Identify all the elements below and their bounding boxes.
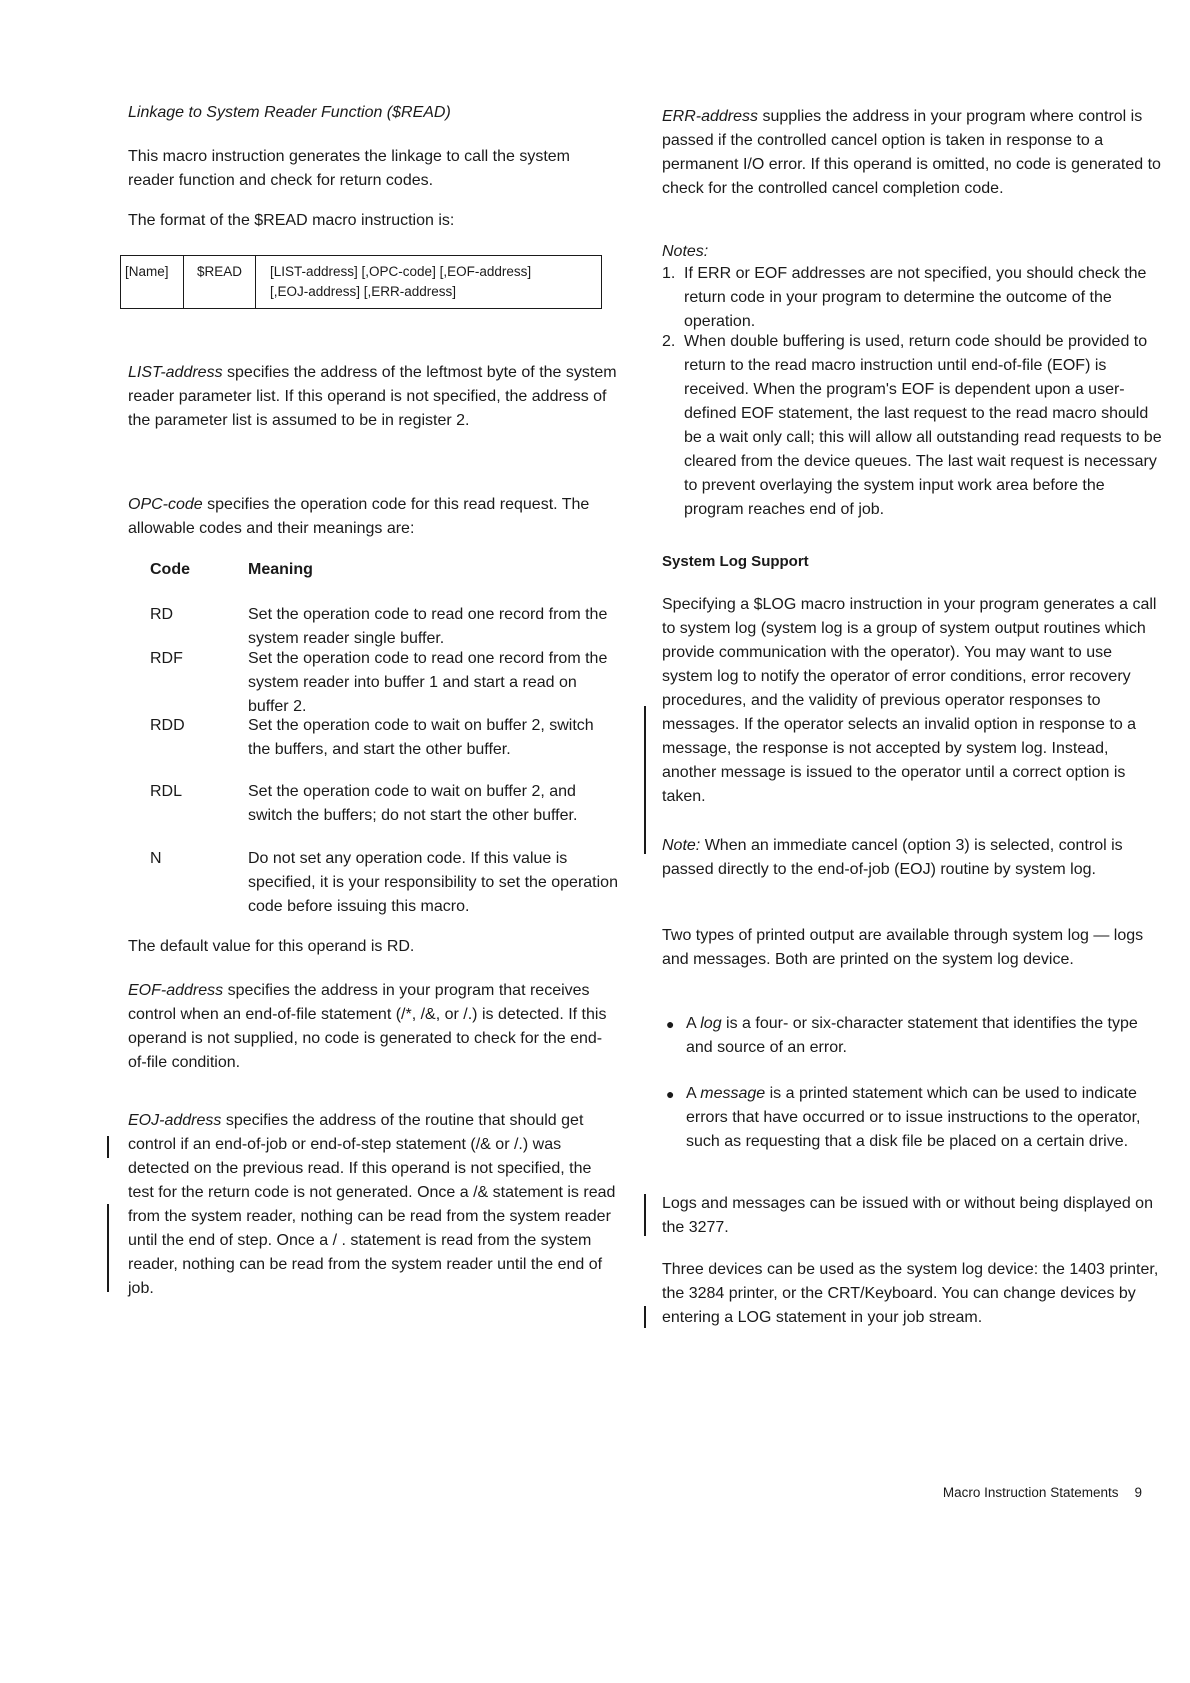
eoj-address-paragraph (128, 1109, 618, 1301)
err-address-term: ERR-address (662, 108, 759, 125)
err-address-paragraph (662, 105, 1162, 201)
default-value-line: The default value for this operand is RD. (128, 938, 415, 955)
note-text: When double buffering is used, return code should be provided to return to the read macro instruction until end-of-file (EOF) is received. When the program's EOF is dependent upon a user-defined EOF statement, the last request to the read macro should be a wait only call; this will allow all outstanding read requests to be cleared from the device queues. The last wait request is necessary to prevent overlaying the system input work area before the program reaches end of job. (684, 333, 1162, 518)
revision-bar (644, 1194, 646, 1236)
bullet-icon: ● (666, 1016, 675, 1032)
section-heading: Linkage to System Reader Function ($READ) (128, 104, 451, 121)
syntax-name-cell: [Name] (121, 256, 184, 308)
err-address-text: supplies the address in your program where control is passed if the controlled cancel option is taken in response to a permanent I/O error. If this operand is omitted, no code is generated to check for the controlled cancel completion code. (662, 108, 1161, 197)
code-meaning: Set the operation code to wait on buffer 2, and switch the buffers; do not start the other buffer. (248, 783, 578, 824)
notes-heading: Notes: (662, 243, 709, 260)
eof-address-text: specifies the address in your program that receives control when an end-of-file statement (/*, /&, or /.) is detected. If this operand is not supplied, no code is generated to check for the end-of-file condition. (128, 982, 607, 1071)
syntax-operands-line1: [LIST-address] [,OPC-code] [,EOF-address] (270, 264, 532, 279)
revision-bar (107, 1136, 109, 1158)
code-meaning: Set the operation code to wait on buffer 2, switch the buffers, and start the other buffer. (248, 717, 594, 758)
revision-bar (107, 1204, 109, 1292)
code-value: RDD (150, 717, 185, 734)
note-number: 1. (662, 265, 676, 282)
note-label: Note: (662, 837, 701, 854)
intro-paragraph: This macro instruction generates the linkage to call the system reader function and check for return codes. (128, 148, 570, 189)
bullet-text (686, 1012, 1162, 1060)
eof-address-paragraph (128, 979, 618, 1075)
code-meaning: Set the operation code to read one record from the system reader single buffer. (248, 606, 608, 647)
list-address-term: LIST-address (128, 364, 223, 381)
bullet-pre: A (686, 1085, 701, 1102)
bullet-icon: ● (666, 1086, 675, 1102)
codes-header-code: Code (150, 561, 190, 578)
syntax-operands-cell (256, 256, 601, 308)
opc-code-paragraph (128, 493, 618, 541)
note-text: If ERR or EOF addresses are not specified, you should check the return code in your program to determine the outcome of the operation. (684, 265, 1147, 330)
bullet-post: is a printed statement which can be used to indicate errors that have occurred or to issue instructions to the operator, such as requesting that a disk file be placed on a certain drive. (686, 1085, 1141, 1150)
list-address-paragraph (128, 361, 618, 433)
three-devices-paragraph: Three devices can be used as the system log device: the 1403 printer, the 3284 printer, or the CRT/Keyboard. You can change devices by entering a LOG statement in your job stream. (662, 1261, 1159, 1326)
bullet-text (686, 1082, 1162, 1154)
format-line: The format of the $READ macro instruction is: (128, 212, 455, 229)
footer-section: Macro Instruction Statements (942, 1485, 1119, 1500)
note-text: When an immediate cancel (option 3) is selected, control is passed directly to the end-of-job (EOJ) routine by system log. (662, 837, 1123, 878)
syntax-operands-line2: [,EOJ-address] [,ERR-address] (270, 284, 457, 299)
code-meaning: Do not set any operation code. If this value is specified, it is your responsibility to set the operation code before issuing this macro. (248, 850, 618, 915)
code-value: RDL (150, 783, 183, 800)
bullet-pre: A (686, 1015, 701, 1032)
code-value: RD (150, 606, 174, 623)
list-address-text: specifies the address of the leftmost byte of the system reader parameter list. If this operand is not specified, the address of the parameter list is assumed to be in register 2. (128, 364, 617, 429)
bullet-term: log (700, 1015, 722, 1032)
two-types-paragraph: Two types of printed output are available through system log — logs and messages. Both are printed on the system log device. (662, 927, 1144, 968)
code-meaning: Set the operation code to read one record from the system reader into buffer 1 and start a read on buffer 2. (248, 650, 608, 715)
syntax-box (120, 255, 602, 309)
syntax-op-cell: $READ (184, 256, 256, 308)
opc-code-text: specifies the operation code for this read request. The allowable codes and their meanings are: (128, 496, 590, 537)
bullet-term: message (700, 1085, 766, 1102)
logs-messages-paragraph: Logs and messages can be issued with or without being displayed on the 3277. (662, 1195, 1153, 1236)
system-log-intro: Specifying a $LOG macro instruction in your program generates a call to system log (system log is a group of system output routines which provide communication with the operator). You may want to use system log to notify the operator of error conditions, error recovery procedures, and the validity of previous operator responses to messages. If the operator selects an invalid option in response to a message, the response is not accepted by system log. Instead, another message is issued to the operator until a correct option is taken. (662, 596, 1157, 805)
page-number: 9 (1134, 1485, 1142, 1500)
note-number: 2. (662, 333, 676, 350)
system-log-heading: System Log Support (662, 553, 809, 570)
opc-code-term: OPC-code (128, 496, 203, 513)
eof-address-term: EOF-address (128, 982, 224, 999)
revision-bar (644, 1306, 646, 1328)
codes-header-meaning: Meaning (248, 561, 313, 578)
code-value: N (150, 850, 162, 867)
page-footer (943, 1481, 1142, 1505)
revision-bar (644, 706, 646, 854)
code-value: RDF (150, 650, 183, 667)
cancel-note (662, 834, 1162, 882)
bullet-post: is a four- or six-character statement that identifies the type and source of an error. (686, 1015, 1138, 1056)
eoj-address-term: EOJ-address (128, 1112, 222, 1129)
eoj-address-text: specifies the address of the routine that should get control if an end-of-job or end-of-step statement (/& or /.) was detected on the previous read. If this operand is not specified, the test for the return code is not generated. Once a /& statement is read from the system reader, nothing can be read from the system reader until the end of step. Once a / . statement is read from the system reader, nothing can be read from the system reader until the end of job. (128, 1112, 616, 1297)
